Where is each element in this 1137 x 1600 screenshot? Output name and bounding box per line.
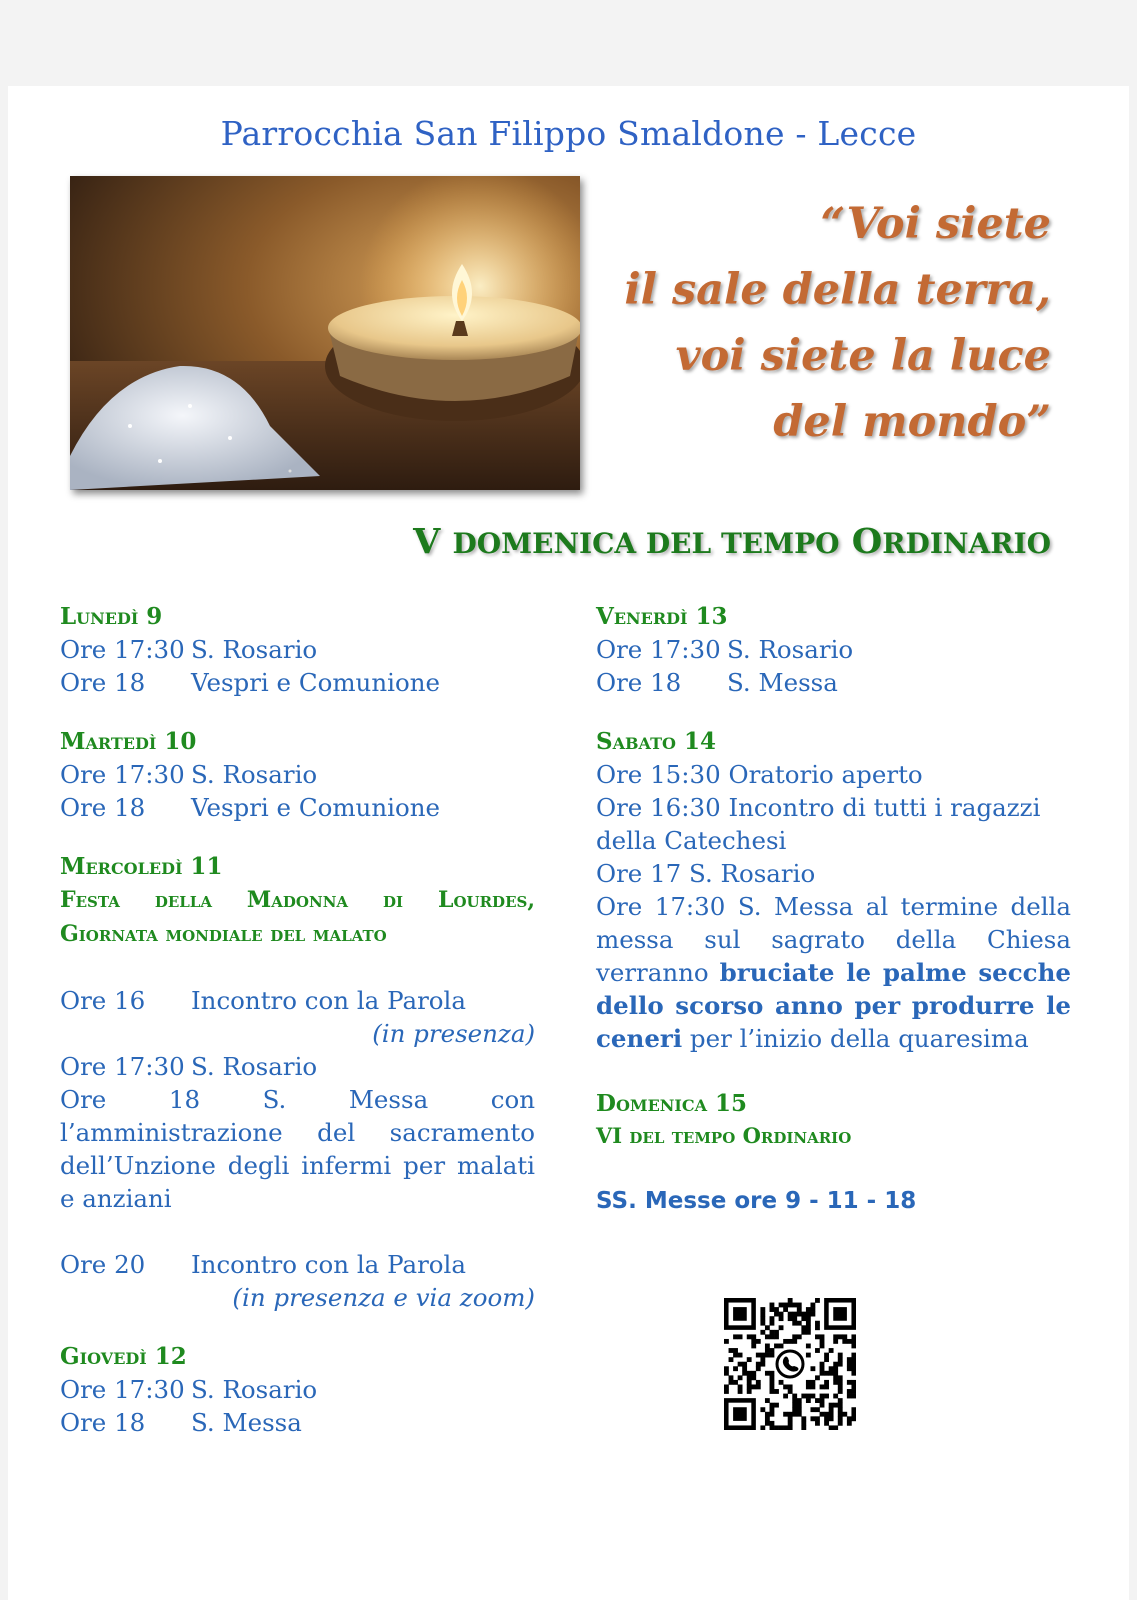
day-heading-friday: Venerdì 13 — [596, 603, 728, 630]
quote-line-1: “Voi siete — [820, 199, 1051, 249]
title-rest-3: RDINARIO — [882, 527, 1051, 560]
activity: S. Rosario — [191, 1375, 318, 1404]
candle-and-salt-photo — [70, 176, 580, 490]
schedule-paragraph — [596, 890, 1071, 1055]
schedule-row — [60, 1248, 535, 1281]
activity: Incontro con la Parola — [191, 1250, 466, 1279]
time: Ore 18 — [60, 668, 146, 697]
mass-text: Ore 17:30 S. Messa al termine della messa sul sagrato della Chiesa verranno — [596, 892, 1071, 987]
day-heading-monday: Lunedì 9 — [60, 603, 163, 630]
schedule-row — [60, 1406, 535, 1439]
lent-text: per l’inizio della quaresima — [682, 1024, 1029, 1053]
time: Ore 18 — [60, 793, 146, 822]
time: Ore 17:30 — [60, 1375, 185, 1404]
schedule-row — [60, 633, 535, 666]
activity: S. Rosario — [191, 760, 318, 789]
schedule-right-column — [596, 601, 1071, 1218]
activity: Incontro con la Parola — [191, 986, 466, 1015]
title-rest-2: O — [851, 521, 883, 562]
schedule-row — [596, 666, 1071, 699]
time: Ore 16 — [60, 986, 146, 1015]
schedule-row — [596, 633, 1071, 666]
schedule-row — [60, 758, 535, 791]
sunday-subtitle: VI del tempo Ordinario — [596, 1123, 852, 1148]
activity: S. Messa con l’amministrazione del sacramento dell’Unzione degli infermi per malati e anziani — [60, 1085, 535, 1213]
schedule-row — [60, 1373, 535, 1406]
quote-line-4: del mondo” — [773, 397, 1051, 447]
schedule-row — [60, 791, 535, 824]
schedule-line: Ore 16:30 Incontro di tutti i ragazzi della Catechesi — [596, 793, 1041, 855]
schedule-paragraph — [60, 1083, 535, 1215]
time: Ore 18 — [596, 668, 682, 697]
schedule-left-column — [60, 601, 535, 1439]
schedule-line: Ore 15:30 Oratorio aperto — [596, 760, 923, 789]
title-rest-1: DOMENICA DEL TEMPO — [452, 527, 840, 560]
time: Ore 20 — [60, 1250, 146, 1279]
time: Ore 17:30 — [596, 635, 721, 664]
sunday-masses: SS. Messe ore 9 - 11 - 18 — [596, 1188, 917, 1214]
day-heading-sunday: Domenica 15 — [596, 1090, 748, 1117]
time: Ore 18 — [60, 1085, 201, 1114]
time: Ore 18 — [60, 1408, 146, 1437]
feast-line-1: Festa della Madonna di Lourdes, — [60, 887, 535, 913]
whatsapp-qr-code-icon — [724, 1298, 856, 1430]
time: Ore 17:30 — [60, 1052, 185, 1081]
palm-burning-text: bruciate le palme secche dello scorso anno per produrre le ceneri — [596, 958, 1071, 1053]
flyer-page — [8, 86, 1129, 1600]
time: Ore 17:30 — [60, 635, 185, 664]
attendance-note: (in presenza) — [372, 1019, 535, 1048]
activity: Vespri e Comunione — [191, 793, 440, 822]
feast-line-2: Giornata mondiale del malato — [60, 921, 387, 947]
day-heading-tuesday: Martedì 10 — [60, 728, 197, 755]
quote-line-2: il sale della terra, — [624, 265, 1051, 315]
schedule-line: Ore 17 S. Rosario — [596, 859, 816, 888]
activity: Vespri e Comunione — [191, 668, 440, 697]
activity: S. Rosario — [727, 635, 854, 664]
quote-line-3: voi siete la luce — [675, 331, 1051, 381]
parish-name: Parrocchia San Filippo Smaldone - Lecce — [220, 114, 917, 153]
activity: S. Messa — [191, 1408, 302, 1437]
sunday-title — [413, 521, 1051, 562]
activity: S. Messa — [727, 668, 838, 697]
day-heading-thursday: Giovedì 12 — [60, 1343, 187, 1370]
day-heading-wednesday: Mercoledì 11 — [60, 853, 223, 880]
day-heading-saturday: Sabato 14 — [596, 728, 716, 755]
activity: S. Rosario — [191, 635, 318, 664]
gospel-quote — [624, 191, 1051, 455]
activity: S. Rosario — [191, 1052, 318, 1081]
schedule-row — [60, 984, 535, 1017]
attendance-note: (in presenza e via zoom) — [232, 1283, 535, 1312]
time: Ore 17:30 — [60, 760, 185, 789]
schedule-row — [60, 666, 535, 699]
schedule-row — [60, 1050, 535, 1083]
title-prefix: V — [413, 521, 441, 562]
